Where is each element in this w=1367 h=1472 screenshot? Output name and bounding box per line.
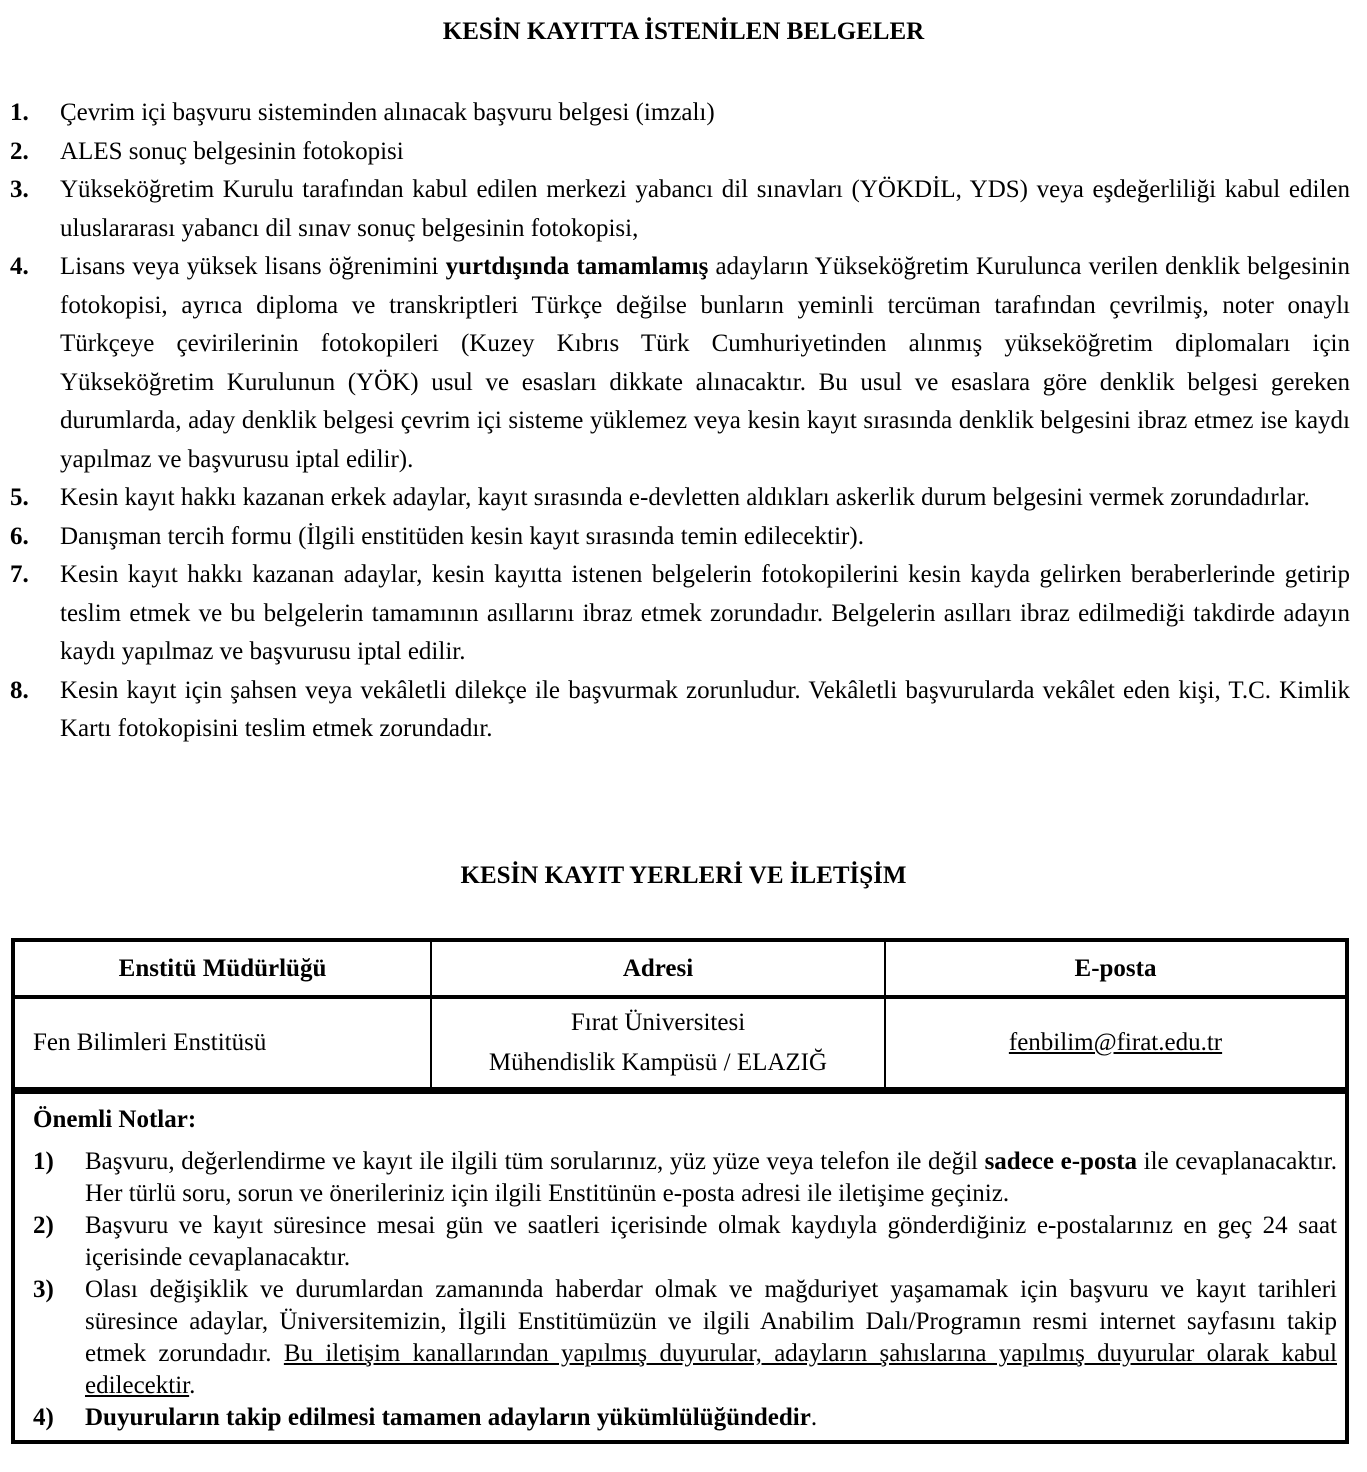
list-item	[10, 133, 1350, 172]
list-text: Kesin kayıt için şahsen veya vekâletli dilekçe ile başvurmak zorunludur. Vekâletli başvurularda vekâlet eden kişi, T.C. Kimlik Kartı fotokopisini teslim etmek zorundadır.	[60, 676, 1350, 742]
list-text	[60, 248, 1350, 479]
underlined-text: Bu iletişim kanallarından yapılmış duyurular, adayların şahıslarına yapılmış duyurular olarak kabul edilecektir	[85, 1340, 1337, 1399]
list-number: 3.	[10, 176, 29, 203]
note-number: 3)	[33, 1276, 54, 1303]
email-cell	[885, 997, 1347, 1089]
note-number: 2)	[33, 1212, 54, 1239]
column-header-email: E-posta	[885, 940, 1347, 997]
note-item	[33, 1146, 1337, 1210]
required-documents-list	[10, 94, 1350, 749]
list-number: 1.	[10, 99, 29, 126]
text-fragment: Lisans veya yüksek lisans öğrenimini	[60, 253, 446, 280]
address-line: Fırat Üniversitesi	[570, 1009, 746, 1036]
text-fragment: Başvuru, değerlendirme ve kayıt ile ilgili tüm sorularınız, yüz yüze veya telefon ile değil	[85, 1148, 985, 1175]
text-fragment: .	[189, 1372, 196, 1399]
list-text: Kesin kayıt hakkı kazanan erkek adaylar, kayıt sırasında e-devletten aldıkları askerlik durum belgesini vermek zorundadırlar.	[60, 484, 1310, 511]
note-item	[33, 1402, 1337, 1434]
text-fragment: Olası değişiklik ve durumlardan zamanında haberdar olmak ve mağduriyet yaşamamak için başvuru ve kayıt tarihleri süresince adaylar, Üniversitemizin, İlgili Enstitümüzün ve ilgili Anabilim Dalı/Programın resmi internet sayfasını takip etmek zorundadır.	[85, 1276, 1337, 1367]
list-number: 6.	[10, 522, 29, 550]
list-number: 2.	[10, 137, 29, 165]
section-title-contact: KESİN KAYIT YERLERİ VE İLETİŞİM	[460, 862, 907, 889]
note-item	[33, 1210, 1337, 1274]
list-text: Yükseköğretim Kurulu tarafından kabul edilen merkezi yabancı dil sınavları (YÖKDİL, YDS) veya eşdeğerliliği kabul edilen uluslararası yabancı dil sınav sonuç belgesinin fotokopisi,	[60, 176, 1350, 242]
bold-text: Duyuruların takip edilmesi tamamen adayların yükümlülüğündedir	[85, 1404, 811, 1431]
email-link[interactable]: fenbilim@firat.edu.tr	[1008, 1029, 1223, 1056]
list-item	[10, 248, 1350, 479]
list-number: 7.	[10, 561, 29, 588]
list-number: 8.	[10, 676, 29, 704]
note-text	[85, 1274, 1337, 1402]
column-header-address: Adresi	[431, 940, 885, 997]
text-fragment: .	[810, 1404, 818, 1431]
note-item	[33, 1274, 1337, 1402]
list-text: ALES sonuç belgesinin fotokopisi	[60, 137, 404, 165]
column-header-institute: Enstitü Müdürlüğü	[13, 940, 431, 997]
list-text: Danışman tercih formu (İlgili enstitüden kesin kayıt sırasında temin edilecektir).	[60, 522, 864, 550]
list-item	[10, 556, 1350, 672]
list-item	[10, 94, 1350, 133]
institute-cell: Fen Bilimleri Enstitüsü	[13, 997, 431, 1089]
list-item	[10, 171, 1350, 248]
contact-table	[11, 938, 1349, 1091]
list-item	[10, 518, 1350, 557]
list-number: 5.	[10, 484, 29, 511]
address-cell	[431, 997, 885, 1089]
text-fragment: ile cevaplanacaktır. Her türlü soru, sorun ve önerileriniz için ilgili Enstitünün e-posta adresi ile iletişime geçiniz.	[85, 1148, 1337, 1207]
address-line: Mühendislik Kampüsü / ELAZIĞ	[488, 1049, 828, 1076]
text-fragment: adayların Yükseköğretim Kurulunca verilen denklik belgesinin fotokopisi, ayrıca diploma ve transkriptleri Türkçe değilse bunların yeminli tercüman tarafından çevrilmiş, noter onaylı Türkçeye çevirilerinin fotokopileri (Kuzey Kıbrıs Türk Cumhuriyetinden alınmış yükseköğretim diplomaları için Yükseköğretim Kurulunun (YÖK) usul ve esasları dikkate alınacaktır. Bu usul ve esaslara göre denklik belgesi gereken durumlarda, aday denklik belgesi çevrim içi sisteme yüklemez veya kesin kayıt sırasında denklik belgesini ibraz etmez ise kaydı yapılmaz ve başvurusu iptal edilir).	[60, 253, 1350, 473]
table-row	[13, 997, 1347, 1089]
list-item	[10, 479, 1350, 518]
note-text	[85, 1402, 1337, 1434]
list-text: Çevrim içi başvuru sisteminden alınacak başvuru belgesi (imzalı)	[60, 99, 715, 126]
note-number: 1)	[33, 1148, 54, 1175]
list-number: 4.	[10, 253, 29, 280]
note-number: 4)	[33, 1404, 54, 1431]
bold-text: yurtdışında tamamlamış	[445, 253, 709, 280]
notes-list	[33, 1146, 1337, 1434]
important-notes-box	[11, 1090, 1349, 1444]
note-text: Başvuru ve kayıt süresince mesai gün ve saatleri içerisinde olmak kaydıyla gönderdiğiniz e-postalarınız en geç 24 saat içerisinde cevaplanacaktır.	[85, 1212, 1337, 1271]
list-text: Kesin kayıt hakkı kazanan adaylar, kesin kayıtta istenen belgelerin fotokopilerini kesin kayda gelirken beraberlerinde getirip teslim etmek ve bu belgelerin tamamının asıllarını ibraz etmek zorundadır. Belgelerin asılları ibraz edilmediği takdirde adayın kaydı yapılmaz ve başvurusu iptal edilir.	[60, 561, 1350, 665]
list-item	[10, 672, 1350, 749]
section-title-documents: KESİN KAYITTA İSTENİLEN BELGELER	[442, 18, 925, 45]
note-text	[85, 1146, 1337, 1210]
table-header-row	[13, 940, 1347, 997]
notes-heading: Önemli Notlar:	[33, 1106, 197, 1133]
bold-text: sadece e-posta	[984, 1148, 1138, 1175]
